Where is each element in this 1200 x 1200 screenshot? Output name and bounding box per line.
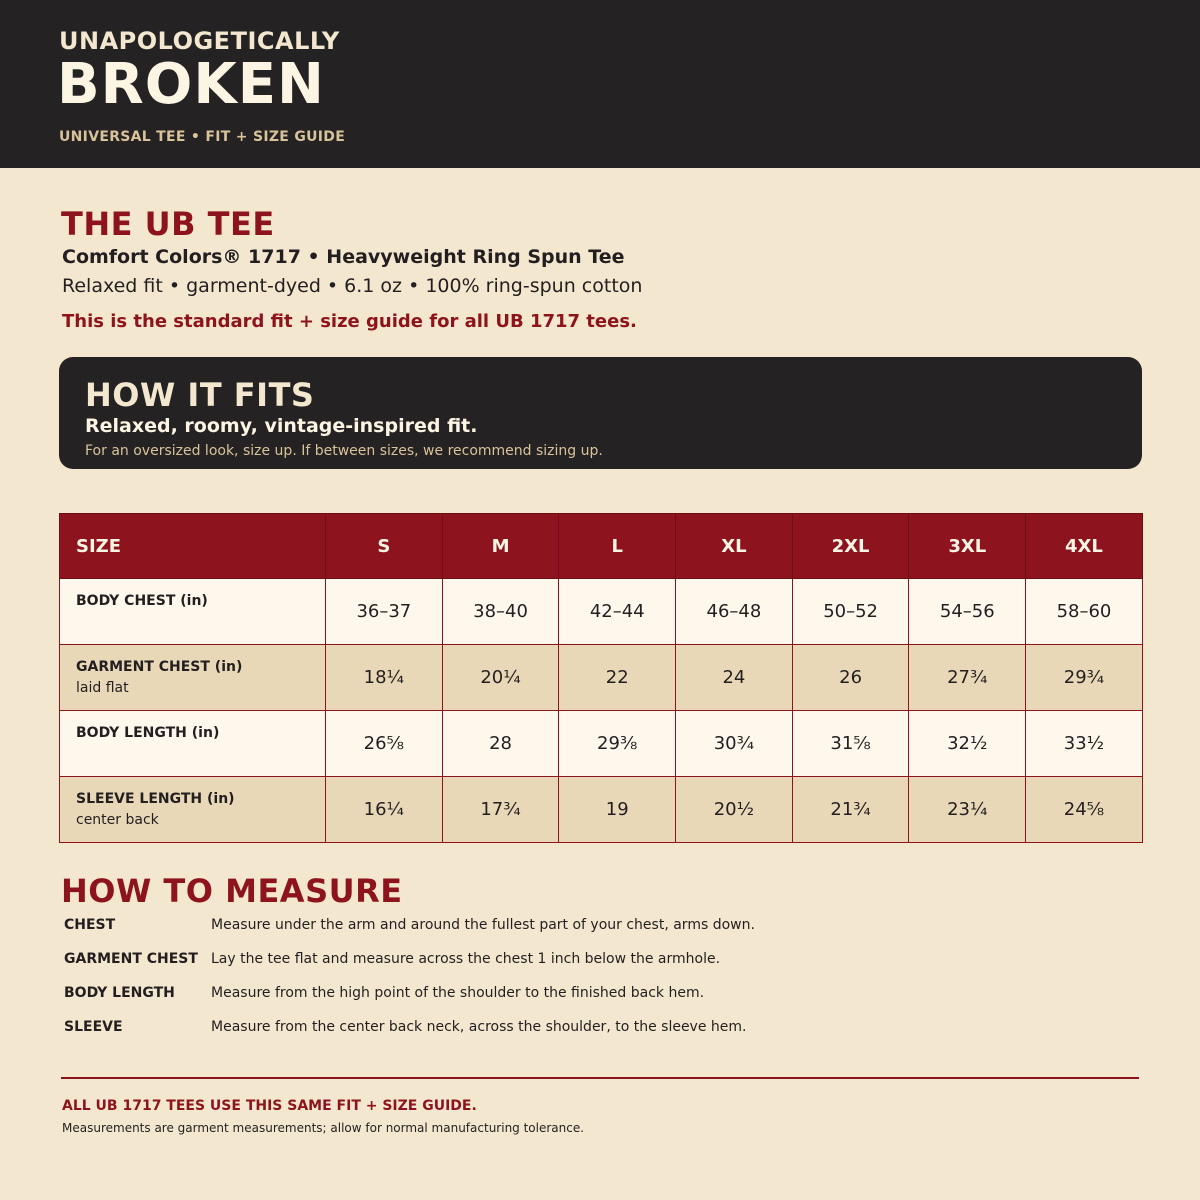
measure-term: GARMENT CHEST — [64, 951, 198, 967]
table-cell: 31⅝ — [792, 711, 909, 777]
table-cell: 46–48 — [676, 579, 793, 645]
table-cell: 26⅝ — [326, 711, 443, 777]
table-cell: 42–44 — [559, 579, 676, 645]
table-row-body-length — [60, 711, 1143, 777]
table-cell: 24⅝ — [1026, 777, 1143, 843]
table-cell: 20½ — [676, 777, 793, 843]
guide-subtitle: UNIVERSAL TEE • FIT + SIZE GUIDE — [59, 129, 346, 145]
table-row-sleeve-length — [60, 777, 1143, 843]
table-cell: 28 — [442, 711, 559, 777]
measure-desc: Measure under the arm and around the fullest part of your chest, arms down. — [211, 917, 755, 933]
row-note: laid flat — [76, 680, 129, 696]
product-specs: Relaxed fit • garment-dyed • 6.1 oz • 100% ring-spun cotton — [62, 275, 643, 297]
measure-item-sleeve — [64, 1018, 1144, 1052]
table-cell: 21¾ — [792, 777, 909, 843]
table-cell: 23¼ — [909, 777, 1026, 843]
table-row-body-chest — [60, 579, 1143, 645]
size-header-s: S — [326, 514, 443, 579]
table-cell: 50–52 — [792, 579, 909, 645]
product-model: Comfort Colors® 1717 • Heavyweight Ring Spun Tee — [62, 246, 625, 268]
table-cell: 19 — [559, 777, 676, 843]
table-cell: 24 — [676, 645, 793, 711]
size-header-label: SIZE — [60, 514, 326, 579]
measure-desc: Measure from the center back neck, across the shoulder, to the sleeve hem. — [211, 1019, 747, 1035]
measure-term: BODY LENGTH — [64, 985, 175, 1001]
measure-item-body-length — [64, 984, 1144, 1018]
table-cell: 22 — [559, 645, 676, 711]
table-cell: 33½ — [1026, 711, 1143, 777]
measure-term: SLEEVE — [64, 1019, 123, 1035]
table-cell: 58–60 — [1026, 579, 1143, 645]
table-cell: 18¼ — [326, 645, 443, 711]
footer-divider — [61, 1077, 1139, 1079]
size-header-3xl: 3XL — [909, 514, 1026, 579]
row-label-cell — [60, 777, 326, 843]
row-label: BODY CHEST (in) — [76, 593, 208, 609]
size-table — [59, 513, 1143, 843]
footer-note: ALL UB 1717 TEES USE THIS SAME FIT + SIZE GUIDE. — [62, 1098, 477, 1114]
table-cell: 29⅜ — [559, 711, 676, 777]
table-cell: 16¼ — [326, 777, 443, 843]
measure-term: CHEST — [64, 917, 116, 933]
size-table-header-row — [60, 514, 1143, 579]
row-label-cell — [60, 645, 326, 711]
brand-name-top: UNAPOLOGETICALLY — [59, 27, 340, 55]
size-header-m: M — [442, 514, 559, 579]
row-label-cell — [60, 579, 326, 645]
table-cell: 26 — [792, 645, 909, 711]
fit-lead: Relaxed, roomy, vintage-inspired fit. — [85, 415, 478, 437]
brand-name-main: BROKEN — [57, 52, 325, 117]
footer-disclaimer: Measurements are garment measurements; allow for normal manufacturing tolerance. — [62, 1121, 585, 1135]
measure-list — [64, 916, 1144, 1052]
table-cell: 30¾ — [676, 711, 793, 777]
size-header-4xl: 4XL — [1026, 514, 1143, 579]
table-cell: 54–56 — [909, 579, 1026, 645]
product-title: THE UB TEE — [61, 205, 275, 243]
table-cell: 20¼ — [442, 645, 559, 711]
row-note: center back — [76, 812, 159, 828]
measure-item-chest — [64, 916, 1144, 950]
table-cell: 17¾ — [442, 777, 559, 843]
size-header-2xl: 2XL — [792, 514, 909, 579]
table-cell: 38–40 — [442, 579, 559, 645]
fit-title: HOW IT FITS — [85, 376, 315, 414]
measure-title: HOW TO MEASURE — [61, 872, 403, 910]
table-cell: 32½ — [909, 711, 1026, 777]
fit-panel — [59, 357, 1142, 469]
table-row-garment-chest — [60, 645, 1143, 711]
table-cell: 36–37 — [326, 579, 443, 645]
row-label: SLEEVE LENGTH (in) — [76, 791, 235, 807]
table-cell: 29¾ — [1026, 645, 1143, 711]
table-cell: 27¾ — [909, 645, 1026, 711]
brand-header — [0, 0, 1200, 168]
size-header-l: L — [559, 514, 676, 579]
measure-desc: Lay the tee flat and measure across the chest 1 inch below the armhole. — [211, 951, 721, 967]
size-header-xl: XL — [676, 514, 793, 579]
product-note: This is the standard fit + size guide for all UB 1717 tees. — [62, 311, 637, 332]
measure-item-garment-chest — [64, 950, 1144, 984]
row-label-cell — [60, 711, 326, 777]
row-label: BODY LENGTH (in) — [76, 725, 220, 741]
row-label: GARMENT CHEST (in) — [76, 659, 243, 675]
measure-desc: Measure from the high point of the shoulder to the finished back hem. — [211, 985, 705, 1001]
fit-advice: For an oversized look, size up. If between sizes, we recommend sizing up. — [85, 443, 603, 459]
